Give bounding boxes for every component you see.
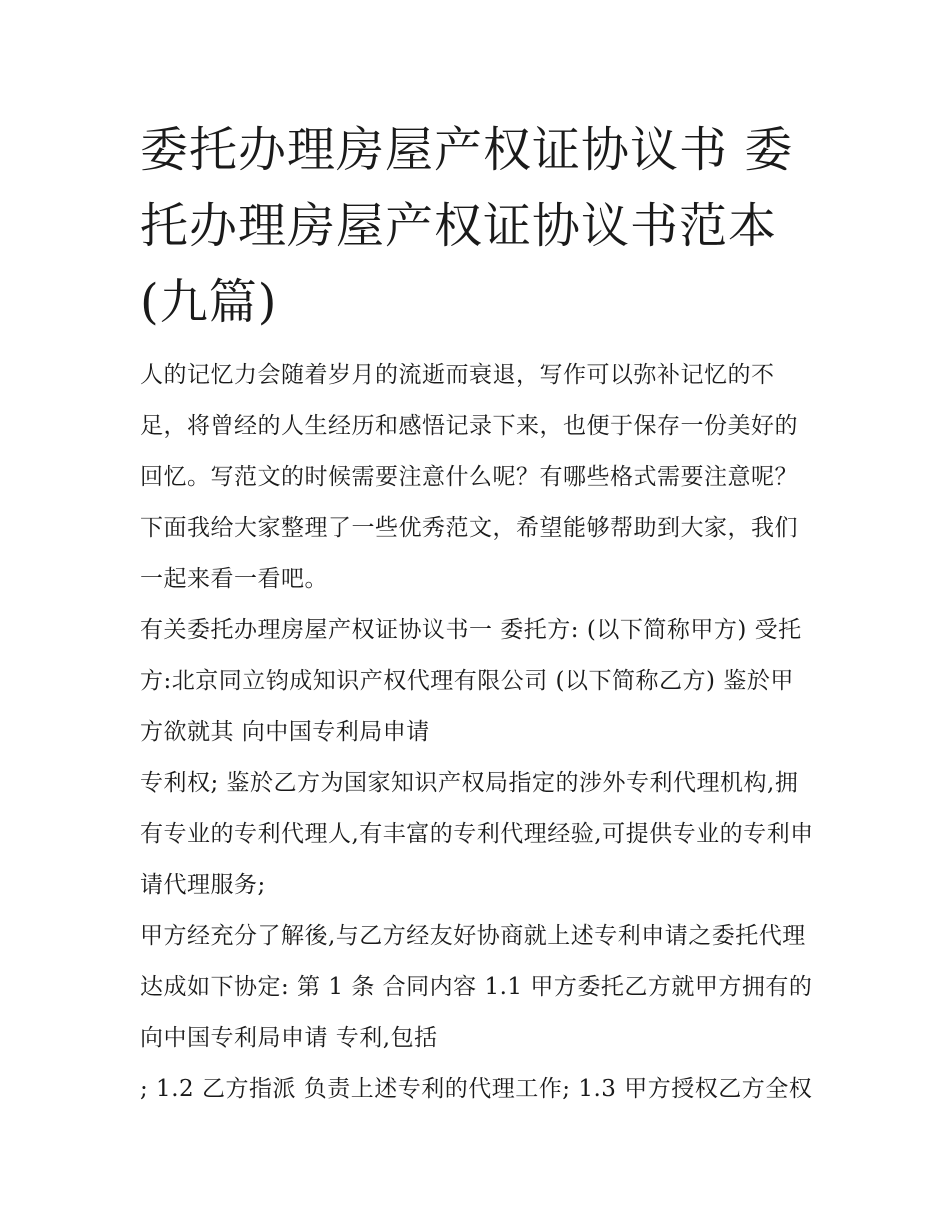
document-page — [140, 112, 815, 1115]
document-title: 委托办理房屋产权证协议书 委托办理房屋产权证协议书范本(九篇) — [140, 122, 794, 330]
patent-agency-paragraph: 专利权; 鉴於乙方为国家知识产权局指定的涉外专利代理机构,拥有专业的专利代理人,有丰富的专利代理经验,可提供专业的专利申请代理服务; — [140, 770, 814, 898]
agreement-parties-paragraph: 有关委托办理房屋产权证协议书一 委托方: (以下简称甲方) 受托方:北京同立钧成知识产权代理有限公司 (以下简称乙方) 鉴於甲方欲就其 向中国专利局申请 — [140, 617, 802, 745]
agreement-clauses-paragraph: ; 1.2 乙方指派 负责上述专利的代理工作; 1.3 甲方授权乙方全权 — [140, 1076, 813, 1102]
agreement-terms-paragraph: 甲方经充分了解後,与乙方经友好协商就上述专利申请之委托代理达成如下协定: 第 1 条 合同内容 1.1 甲方委托乙方就甲方拥有的 向中国专利局申请 专利,包括 — [140, 923, 813, 1051]
intro-paragraph: 人的记忆力会随着岁月的流逝而衰退，写作可以弥补记忆的不足，将曾经的人生经历和感悟记录下来，也便于保存一份美好的回忆。写范文的时候需要注意什么呢？有哪些格式需要注意呢？下面我给大家整理了一些优秀范文，希望能够帮助到大家，我们一起来看一看吧。 — [140, 362, 798, 592]
